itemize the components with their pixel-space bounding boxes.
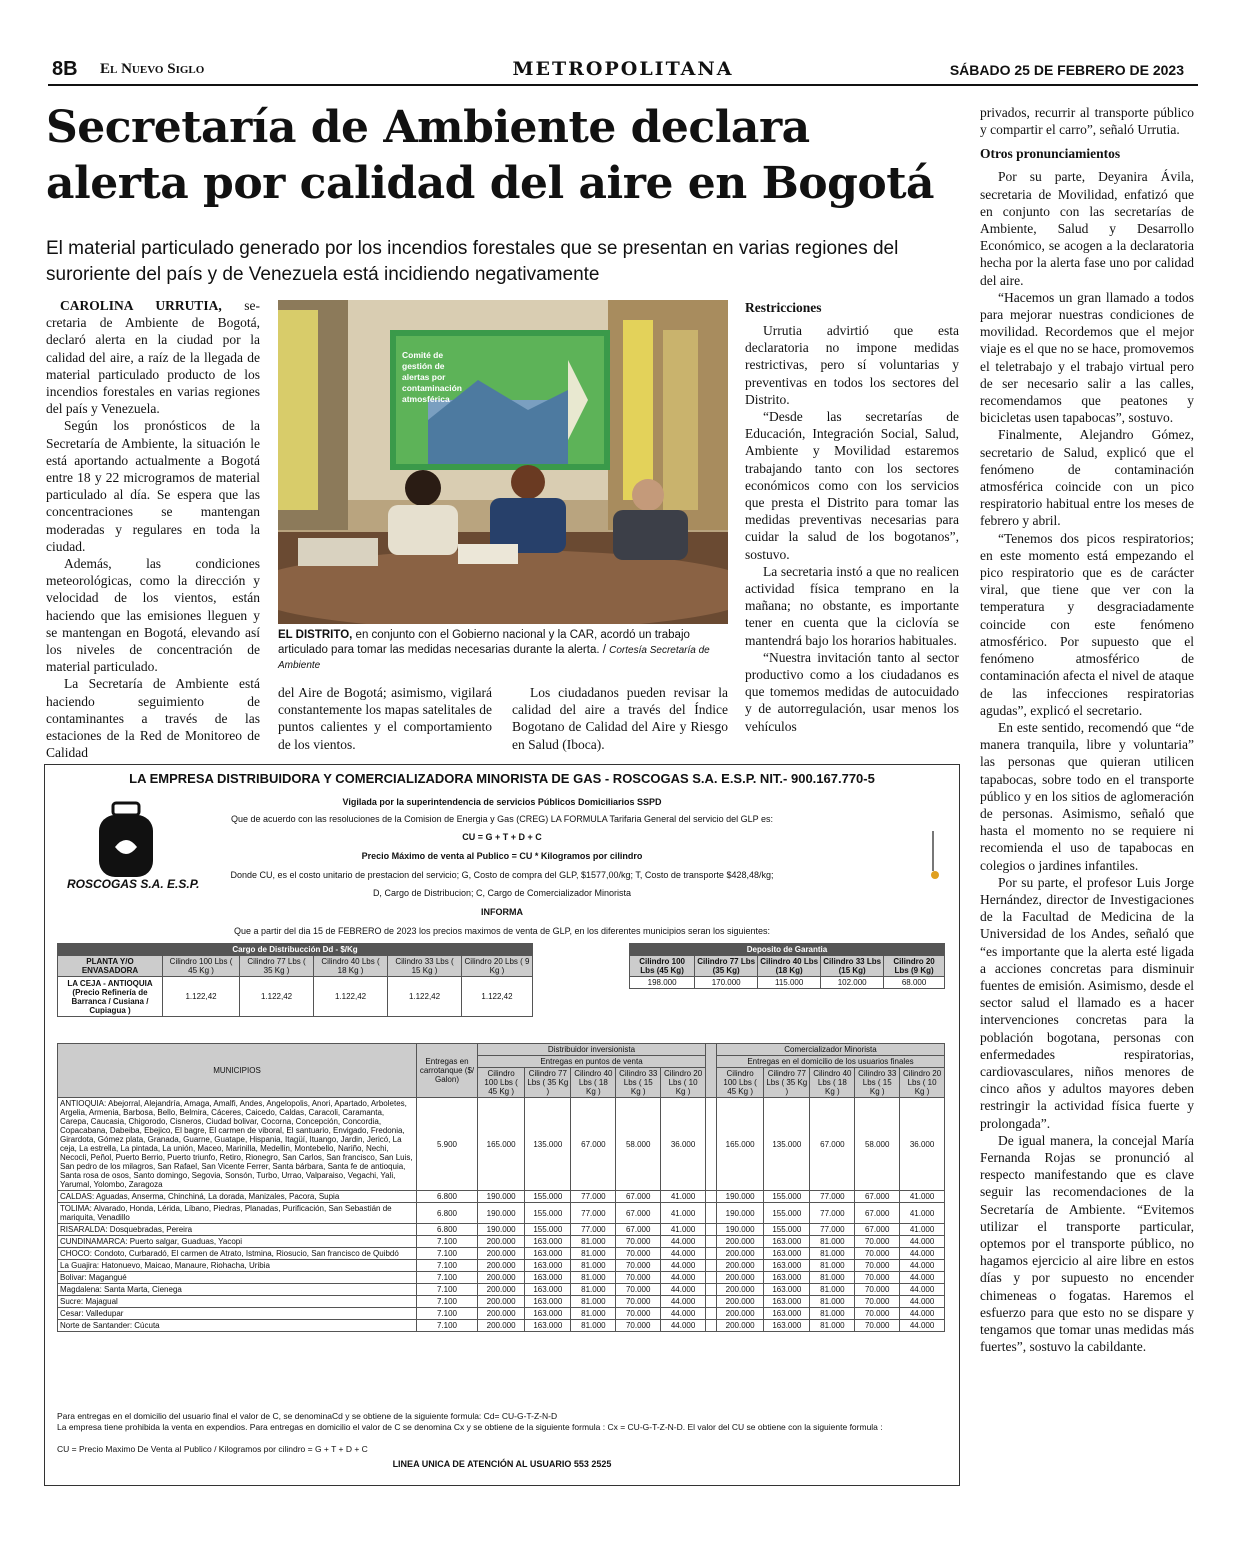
column-gap [705,1236,716,1248]
price-cell: 200.000 [478,1320,525,1332]
paragraph: privados, recurrir al transporte público y compartir el carro”, señaló Urrutia. [980,105,1194,138]
paragraph: La Secretaría de Ambiente está haciendo seguimiento de contaminantes a través de las estaciones de la Red de Monitoreo de Calidad [46,676,260,761]
price-row [58,1236,945,1248]
meeting-photo [278,300,728,624]
paragraph: “Hacemos un gran llamado a todos para mejorar nuestras condiciones de movilidad. Recordemos que el mejor viaje es el que no se hace, promovemos el teletrabajo y el trabajo virtual pero de ser necesario salir a las calles, recomendamos que peatones y bicicletas usen tapabocas”, sostuvo. [980,289,1194,426]
paragraph: Por su parte, Deyanira Ávila, secretaria de Movilidad, enfatizó que en conjunto con las secretarías de Ambiente, Salud y Desarrollo Económico, se acogen a la declaratoria hecha por la alerta fase uno por calidad del aire. [980,169,1194,288]
price-cell: 200.000 [478,1236,525,1248]
price-cell: 70.000 [855,1248,900,1260]
price-cell: 135.000 [525,1098,571,1191]
ad-line: Que a partir del dia 15 de FEBRERO de 2023 los precios maximos de venta de GLP, en los diferentes municipios seran los siguientes: [233,926,771,936]
price-cell: 163.000 [525,1248,571,1260]
paragraph: Por su parte, el profesor Luis Jorge Hernández, director de Investigaciones de la Facultad de Medicina de la Universidad de los Andes, señaló que “es importante que la alerta esté ligada a acciones concretas para disminuir fuentes de emisión. Asimismo, desde el sector salud el llamado es a hacer intervenciones concretas para la población bogotana, personas con enfermedades respiratorias, cardiovasculares, niños menores de cinco años y adultos mayores deben restringir la actividad física fuerte y prolongada”. [980,874,1194,1131]
supervision-logo-icon [929,831,941,881]
price-cell: 81.000 [571,1284,616,1296]
price-cell: 44.000 [900,1272,945,1284]
price-cell: 81.000 [810,1236,855,1248]
column-gap [705,1320,716,1332]
paragraph: De igual manera, la concejal María Fernanda Rojas se pronunció al respecto manifestando que es clave seguir las recomendaciones de la Secretaría de Ambiente. “Evitemos utilizar el transporte particular, optemos por el transporte público, no hagamos ejercicio al aire libre en estos días y por supuesto no encender chimeneas o fogatas. Haremos el esfuerzo para que esto no se dispare y tengamos que tomar unas medidas más fuertes”, sostuvo la cabildante. [980,1132,1194,1355]
cylinder-header: Cilindro 20 Lbs ( 10 Kg ) [900,1068,945,1098]
price-cell: 44.000 [661,1320,706,1332]
newspaper-name: El Nuevo Siglo [100,61,205,77]
price-cell: 190.000 [716,1203,763,1224]
article-column-3 [512,684,728,753]
price-cell: 163.000 [764,1308,810,1320]
section-name: METROPOLITANA [512,58,734,80]
price-cell: 77.000 [571,1191,616,1203]
price-cell: 70.000 [855,1296,900,1308]
price-cell: 6.800 [417,1224,478,1236]
price-cell: 67.000 [571,1098,616,1191]
price-cell: 155.000 [525,1191,571,1203]
price-cell: 70.000 [616,1296,661,1308]
article-column-5 [980,104,1194,1355]
municipalities-cell: Norte de Santander: Cúcuta [58,1320,417,1332]
price-cell: 67.000 [855,1224,900,1236]
header-rule [48,84,1198,86]
price-cell: 200.000 [716,1320,763,1332]
roscogas-advertisement [44,764,960,1486]
price-cell: 6.800 [417,1191,478,1203]
price-cell: 190.000 [716,1191,763,1203]
price-cell: 70.000 [855,1236,900,1248]
column-gap [705,1098,716,1191]
column-gap [705,1260,716,1272]
price-cell: 163.000 [525,1236,571,1248]
price-cell: 163.000 [525,1284,571,1296]
column-gap [705,1191,716,1203]
column-gap [705,1272,716,1284]
price-row [58,1296,945,1308]
column-gap [705,1203,716,1224]
price-cell: 70.000 [855,1320,900,1332]
price-cell: 77.000 [571,1203,616,1224]
article-photo [278,300,728,624]
price-cell: 70.000 [855,1308,900,1320]
price-cell: 81.000 [810,1248,855,1260]
price-cell: 163.000 [764,1284,810,1296]
paragraph: Además, las condiciones meteorológicas, como la dirección y velocidad de los vientos, están haciendo que las emisiones lleguen y se mantengan en Bogotá, elevando así los niveles de concentración de material particulado. [46,556,260,675]
column-gap [705,1224,716,1236]
price-cell: 163.000 [525,1296,571,1308]
price-cell: 155.000 [525,1203,571,1224]
price-cell: 163.000 [525,1308,571,1320]
price-cell: 41.000 [661,1191,706,1203]
cylinder-header: Cilindro 40 Lbs ( 18 Kg ) [571,1068,616,1098]
hotline: LINEA UNICA DE ATENCIÓN AL USUARIO 553 2525 [392,1459,612,1469]
price-cell: 44.000 [900,1248,945,1260]
price-cell: 81.000 [571,1308,616,1320]
price-cell: 200.000 [716,1248,763,1260]
cylinder-header: Cilindro 77 Lbs ( 35 Kg ) [525,1068,571,1098]
article-column-4 [745,298,959,735]
caption-text: en conjunto con el Gobierno nacional y la CAR, acordó un trabajo articulado para tomar las medidas necesarias durante la alerta. / [278,629,690,656]
price-row [58,1260,945,1272]
price-cell: 200.000 [478,1296,525,1308]
price-cell: 163.000 [764,1260,810,1272]
footnote: Para entregas en el domicilio del usuario final el valor de C, se denominaCd y se obtiene de la siguiente formula: Cd= CU-G-T-Z-N-D [57,1411,558,1421]
ad-title: LA EMPRESA DISTRIBUIDORA Y COMERCIALIZADORA MINORISTA DE GAS - ROSCOGAS S.A. E.S.P. NIT.- 900.167.770-5 [129,771,875,786]
article-column-1 [46,297,260,761]
subheading-restricciones: Restricciones [745,300,822,315]
paragraph: Los ciudadanos pueden revisar la calidad del aire a través del Índice Bogotano de Calidad del Aire y Riesgo en Salud (Iboca). [512,685,728,752]
column-gap [705,1308,716,1320]
price-cell: 67.000 [616,1224,661,1236]
price-cell: 41.000 [900,1224,945,1236]
municipalities-cell: CHOCO: Condoto, Curbaradó, El carmen de Atrato, Istmina, Riosucio, San francisco de Quibdó [58,1248,417,1260]
municipalities-cell: CUNDINAMARCA: Puerto salgar, Guaduas, Yacopi [58,1236,417,1248]
price-cell: 81.000 [810,1320,855,1332]
price-row [58,1320,945,1332]
price-cell: 81.000 [571,1260,616,1272]
price-cell: 81.000 [810,1260,855,1272]
price-cell: 163.000 [764,1248,810,1260]
municipalities-cell: RISARALDA: Dosquebradas, Pereira [58,1224,417,1236]
price-cell: 44.000 [900,1308,945,1320]
price-cell: 200.000 [716,1284,763,1296]
price-cell: 70.000 [855,1284,900,1296]
price-cell: 7.100 [417,1260,478,1272]
price-cell: 163.000 [525,1260,571,1272]
price-cell: 190.000 [478,1203,525,1224]
paragraph: En este sentido, recomendó que “de manera tranquila, libre y voluntaria” las personas que quieran utilicen tapabocas, sobre todo en el transporte público y en los sitios de aglomeración de personas. Asimismo, señaló que hasta el momento no se requiere ni recomienda el uso de tapabocas en colegios o jardines infantiles. [980,719,1194,873]
paragraph: “Desde las secretarías de Educación, Integración Social, Salud, Ambiente y Movilidad estaremos trabajando tanto con los sectores económicos como con los servicios que presta el Distrito para tomar las medidas preventivas necesarias para cuidar la salud de los bogotanos”, sostuvo. [745,409,959,562]
price-cell: 81.000 [571,1296,616,1308]
guarantee-deposit-table: Deposito de Garantia Cilindro 100 Lbs (45 Kg) Cilindro 77 Lbs (35 Kg) Cilindro 40 Lbs (18 Kg) Cilindro 33 Lbs (15 Kg) Cilindro 20 Lbs (9 Kg) 198.000 170.000 115.000 102.000 68.000 [629,943,945,989]
price-cell: 70.000 [616,1320,661,1332]
price-cell: 67.000 [616,1203,661,1224]
distribution-charge-table: Cargo de Distribucción Dd - $/Kg PLANTA Y/O ENVASADORA Cilindro 100 Lbs ( 45 Kg ) Cilindro 77 Lbs ( 35 Kg ) Cilindro 40 Lbs ( 18 Kg ) Cilindro 33 Lbs ( 15 Kg ) Cilindro 20 Lbs ( 9 Kg ) LA CEJA - ANTIOQUIA (Precio Refinería de Barranca / Cusiana / Cupiagua ) 1.122,42 1.122,42 1.122,42 1.122,42 1.122,42 [57,943,533,1017]
column-gap [705,1248,716,1260]
price-cell: 44.000 [661,1308,706,1320]
roscogas-logo-text: ROSCOGAS S.A. E.S.P. [67,877,200,891]
price-cell: 81.000 [571,1236,616,1248]
price-cell: 70.000 [616,1248,661,1260]
price-cell: 81.000 [810,1284,855,1296]
price-cell: 58.000 [855,1098,900,1191]
price-cell: 200.000 [716,1308,763,1320]
price-cell: 155.000 [764,1191,810,1203]
price-cell: 163.000 [525,1320,571,1332]
lead-paragraph: CAROLINA URRUTIA, se-cretaria de Ambiente de Bogotá, declaró alerta en la ciudad por la calidad del aire, a raíz de la llegada de material particulado producto de los incendios forestales en varias regiones del país y Venezuela. [46,298,261,417]
paragraph: Finalmente, Alejandro Gómez, secretario de Salud, explicó que el fenómeno de contaminación atmosférica coincide con un pico respiratorio habitual entre los meses de febrero y abril. [980,427,1194,529]
price-cell: 70.000 [855,1272,900,1284]
price-cell: 41.000 [661,1203,706,1224]
price-cell: 163.000 [764,1296,810,1308]
gas-cylinder-icon [91,801,161,881]
price-cell: 77.000 [810,1191,855,1203]
price-cell: 44.000 [900,1320,945,1332]
price-cell: 163.000 [764,1236,810,1248]
municipalities-cell: Sucre: Majagual [58,1296,417,1308]
price-cell: 7.100 [417,1272,478,1284]
price-cell: 44.000 [661,1272,706,1284]
price-cell: 67.000 [616,1191,661,1203]
municipalities-cell: TOLIMA: Alvarado, Honda, Lérida, Líbano, Piedras, Planadas, Purificación, San Sebastián de mariquita, Venadillo [58,1203,417,1224]
price-cell: 58.000 [616,1098,661,1191]
page-header [48,58,1198,84]
issue-date: SÁBADO 25 DE FEBRERO DE 2023 [949,62,1184,78]
ad-line: Que de acuerdo con las resoluciones de la Comision de Energia y Gas (CREG) LA FORMULA Tarifaria General del servicio del GLP es: [231,814,773,824]
cylinder-header: Cilindro 33 Lbs ( 15 Kg ) [616,1068,661,1098]
column-gap [705,1284,716,1296]
price-cell: 44.000 [661,1248,706,1260]
ad-line: INFORMA [481,907,523,917]
price-cell: 44.000 [900,1236,945,1248]
price-cell: 81.000 [810,1272,855,1284]
price-cell: 77.000 [810,1203,855,1224]
footnote: La empresa tiene prohibida la venta en expendios. Para entregas en domicilio el valor de C se denomina Cx y se obtiene de la siguiente formula : Cx = CU-G-T-Z-N-D. El valor del CU se obtiene con la siguiente formula : [57,1422,883,1432]
municipalities-cell: Magdalena: Santa Marta, Cienega [58,1284,417,1296]
municipalities-cell: La Guajira: Hatonuevo, Maicao, Manaure, Riohacha, Uribia [58,1260,417,1272]
price-cell: 190.000 [716,1224,763,1236]
price-cell: 77.000 [571,1224,616,1236]
price-cell: 165.000 [716,1098,763,1191]
price-cell: 7.100 [417,1296,478,1308]
price-cell: 44.000 [661,1296,706,1308]
price-cell: 7.100 [417,1308,478,1320]
author-name: CAROLINA URRUTIA, [60,298,222,313]
paragraph: La secretaria instó a que no realicen actividad física temprano en la mañana; no obstante, es importante tener en cuenta que la ciclovía se mantendrá bajo los horarios habituales. [745,563,959,648]
price-cell: 44.000 [661,1284,706,1296]
price-cell: 81.000 [571,1320,616,1332]
price-cell: 7.100 [417,1248,478,1260]
municipalities-cell: Cesar: Valledupar [58,1308,417,1320]
price-cell: 41.000 [900,1191,945,1203]
price-cell: 200.000 [478,1260,525,1272]
price-cell: 70.000 [855,1260,900,1272]
price-cell: 44.000 [661,1236,706,1248]
price-row [58,1098,945,1191]
municipalities-cell: CALDAS: Aguadas, Anserma, Chinchiná, La dorada, Manizales, Pacora, Supia [58,1191,417,1203]
ad-line: D, Cargo de Distribucion; C, Cargo de Comercializador Minorista [372,888,632,898]
price-cell: 41.000 [661,1224,706,1236]
screen-text: Comité de gestión de alertas por contaminación atmosférica [402,350,462,404]
ad-line: Vigilada por la superintendencia de servicios Públicos Domiciliarios SSPD [342,797,662,807]
price-cell: 7.100 [417,1236,478,1248]
subheading-otros: Otros pronunciamientos [980,146,1121,162]
price-cell: 81.000 [571,1272,616,1284]
cylinder-header: Cilindro 100 Lbs ( 45 Kg ) [478,1068,525,1098]
ad-formula: CU = G + T + D + C [462,832,542,842]
price-cell: 67.000 [810,1098,855,1191]
price-cell: 67.000 [855,1191,900,1203]
price-cell: 200.000 [716,1236,763,1248]
price-row [58,1224,945,1236]
price-row [58,1248,945,1260]
paragraph: “Nuestra invitación tanto al sector productivo como a los ciudadanos es que tomemos medidas de autocuidado y de autorregulación, usar menos los vehículos [745,649,959,734]
price-cell: 163.000 [764,1320,810,1332]
cylinder-header: Cilindro 77 Lbs ( 35 Kg ) [764,1068,810,1098]
price-cell: 155.000 [764,1224,810,1236]
price-cell: 70.000 [616,1272,661,1284]
price-cell: 44.000 [661,1260,706,1272]
paragraph: Según los pronósticos de la Secretaría de Ambiente, la situación le está aportando actualmente a Bogotá entre 18 y 22 microgramos de material particulado al día. Se espera que las concentraciones se mantengan moderadas y regulares en toda la ciudad. [46,418,260,554]
price-row [58,1203,945,1224]
price-row [58,1191,945,1203]
footnote: CU = Precio Maximo De Venta al Publico / Kilogramos por cilindro = G + T + D + C [57,1444,368,1454]
article-subtitle: El material particulado generado por los incendios forestales que se presentan en varias regiones del suroriente del país y de Venezuela está incidiendo negativamente [46,238,899,285]
price-cell: 165.000 [478,1098,525,1191]
price-cell: 44.000 [900,1260,945,1272]
price-cell: 163.000 [525,1272,571,1284]
price-cell: 190.000 [478,1191,525,1203]
price-cell: 200.000 [716,1260,763,1272]
price-cell: 7.100 [417,1284,478,1296]
price-cell: 44.000 [900,1284,945,1296]
price-cell: 155.000 [764,1203,810,1224]
price-cell: 70.000 [616,1260,661,1272]
price-row [58,1272,945,1284]
price-cell: 190.000 [478,1224,525,1236]
price-row [58,1284,945,1296]
price-cell: 77.000 [810,1224,855,1236]
price-cell: 36.000 [661,1098,706,1191]
paragraph: Urrutia advirtió que esta declaratoria no impone medidas restrictivas, pero sí voluntarias y preventivas en todos los sectores del Distrito. [745,323,959,407]
price-cell: 6.800 [417,1203,478,1224]
price-cell: 70.000 [616,1236,661,1248]
price-cell: 163.000 [764,1272,810,1284]
price-cell: 5.900 [417,1098,478,1191]
page-number: 8B [52,58,78,80]
price-cell: 200.000 [478,1308,525,1320]
price-cell: 70.000 [616,1284,661,1296]
price-cell: 200.000 [716,1272,763,1284]
cylinder-header: Cilindro 20 Lbs ( 10 Kg ) [661,1068,706,1098]
cylinder-header: Cilindro 40 Lbs ( 18 Kg ) [810,1068,855,1098]
price-cell: 41.000 [900,1203,945,1224]
paragraph: “Tenemos dos picos respiratorios; en este momento está empezando el pico respiratorio que es de carácter viral, que tiene que ver con la temperatura y desgraciadamente coincide con este fenómeno atmosférico. Por supuesto que el fenómeno atmosférico de contaminación afecta el nivel de ataque de las infecciones respiratorias agudas”, explicó el secretario. [980,530,1194,718]
ad-line: Donde CU, es el costo unitario de prestacion del servicio; G, Costo de compra del GLP, $1577,00/kg; T, Costo de transporte $428,48/kg; [230,870,774,880]
price-cell: 81.000 [810,1296,855,1308]
price-cell: 67.000 [855,1203,900,1224]
paragraph: del Aire de Bogotá; asimismo, vigilará constantemente los mapas satelitales de puntos calientes y el comportamiento de los vientos. [278,685,492,752]
price-cell: 200.000 [478,1248,525,1260]
price-cell: 200.000 [478,1272,525,1284]
photo-credit: Cortesía Secretaría de Ambiente [278,645,710,671]
cylinder-header: Cilindro 33 Lbs ( 15 Kg ) [855,1068,900,1098]
column-gap [705,1296,716,1308]
article-column-2 [278,684,492,753]
price-cell: 44.000 [900,1296,945,1308]
municipal-prices-table: MUNICIPIOS Entregas en carrotanque ($/ Galon) Distribuidor inversionista Comercializador Minorista Entregas en puntos de venta Entregas en el domicilio de los usuarios finales Cilindro 100 Lbs ( 45 Kg ) Cilindro 77 Lbs ( 35 Kg ) Cilindro 40 Lbs ( 18 Kg ) Cilindro 33 Lbs ( 15 Kg ) Cilindro 20 Lbs ( 10 Kg ) Cilindro 100 Lbs ( 45 Kg ) Cilindro 77 Lbs ( 35 Kg ) Cilindro 40 Lbs ( 18 Kg ) Cilindro 33 Lbs ( 15 Kg ) Cilindro 20 Lbs ( 10 Kg ) ANTIOQUIA: Abejorral, Alejandría, Amaga, Amalfi, Andes, Angelopolis, Anori, Apartado, Arboletes, Argelia, Armenia, Barbosa, Bello, Belmira, Cáceres, Caicedo, Caldas, Caracoli, Caramanta, Carepa, Caucasia, Chigorodo, Cisneros, Ciudad bolivar, Cocorna, Concepción, Concordia, Copacabana, Dabeiba, Ebejico, El bagre, El carmen de viboral, El santuario, Envigado, Fredonia, Girardota, Gómez plata, Granada, Guarne, Guatape, Hispania, Itagüí, Ituango, Jardin, Jericó, La ceja, La estrella, La pintada, La unión, Maceo, Marinilla, Medellin, Montebello, Nariño, Nechi, Necocli, Peñol, Puerto Berrio, Puerto triunfo, Retiro, Rionegro, San Carlos, San francisco, San Luis, San pedro de los milagros, San Rafael, San Vicente Ferrer, Santa bárbara, Santa fe de antioquia, Santa rosa de osos, Santo domingo, Segovia, Sonsón, Turbo, Urrao, Valparaiso, Vegachi, Yali, Yarumal, Yolombo, Zaragoza 5.900 165.000 135.000 67.000 58.000 36.000 165.000 135.000 67.000 58.000 36.000 CALDAS: Aguadas, Anserma, Chinchiná, La dorada, Manizales, Pacora, Supia 6.800 190.000 155.000 77.000 67.000 41.000 190.000 155.000 77.000 67.000 41.000 TOLIMA: Alvarado, Honda, Lérida, Líbano, Piedras, Planadas, Purificación, San Sebastián de mariquita, Venadillo 6.800 190.000 155.000 77.000 67.000 41.000 190.000 155.000 77.000 67.000 41.000 RISARALDA: Dosquebradas, Pereira 6.800 190.000 155.000 77.000 67.000 41.000 190.000 155.000 77.000 67.000 41.000 CUNDINAMARCA: Puerto salgar, Guaduas, Yacopi 7.100 200.000 163.000 81.000 70.000 44.000 200.000 163.000 81.000 70.000 44.000 CHOCO: Condoto, Curbaradó, El carmen de Atrato, Istmina, Riosucio, San francisco de Quibdó 7.100 200.000 163.000 81.000 70.000 44.000 200.000 163.000 81.000 70.000 44.000 La Guajira: Hatonuevo, Maicao, Manaure, Riohacha, Uribia 7.100 200.000 163.000 81.000 70.000 44.000 200.000 163.000 81.000 70.000 44.000 Bolivar: Magangué 7.100 200.000 163.000 81.000 70.000 44.000 200.000 163.000 81.000 70.000 44.000 Magdalena: Santa Marta, Cienega 7.100 200.000 163.000 81.000 70.000 44.000 200.000 163.000 81.000 70.000 44.000 Sucre: Majagual 7.100 200.000 163.000 81.000 70.000 44.000 200.000 163.000 81.000 70.000 44.000 Cesar: Valledupar 7.100 200.000 163.000 81.000 70.000 44.000 200.000 163.000 81.000 70.000 44.000 Norte de Santander: Cúcuta 7.100 200.000 163.000 81.000 70.000 44.000 200.000 163.000 81.000 70.000 44.000 [57,1043,945,1332]
price-cell: 81.000 [810,1308,855,1320]
price-cell: 36.000 [900,1098,945,1191]
price-cell: 135.000 [764,1098,810,1191]
price-cell: 200.000 [478,1284,525,1296]
price-cell: 7.100 [417,1320,478,1332]
municipalities-cell: ANTIOQUIA: Abejorral, Alejandría, Amaga, Amalfi, Andes, Angelopolis, Anori, Apartado, Arboletes, Argelia, Armenia, Barbosa, Bello, Belmira, Cáceres, Caicedo, Caldas, Caracoli, Caramanta, Carepa, Caucasia, Chigorodo, Cisneros, Ciudad bolivar, Cocorna, Concepción, Concordia, Copacabana, Dabeiba, Ebejico, El bagre, El carmen de viboral, El santuario, Envigado, Fredonia, Girardota, Gómez plata, Granada, Guarne, Guatape, Hispania, Itagüí, Ituango, Jardin, Jericó, La ceja, La estrella, La pintada, La unión, Maceo, Marinilla, Medellin, Montebello, Nariño, Nechi, Necocli, Peñol, Puerto Berrio, Puerto triunfo, Retiro, Rionegro, San Carlos, San francisco, San Luis, San pedro de los milagros, San Rafael, San Vicente Ferrer, Santa bárbara, Santa fe de antioquia, Santa rosa de osos, Santo domingo, Segovia, Sonsón, Turbo, Urrao, Valparaiso, Vegachi, Yali, Yarumal, Yolombo, Zaragoza [58,1098,417,1191]
price-row [58,1308,945,1320]
price-cell: 70.000 [616,1308,661,1320]
ad-line: Precio Máximo de venta al Publico = CU * Kilogramos por cilindro [361,851,643,861]
cylinder-header: Cilindro 100 Lbs ( 45 Kg ) [716,1068,763,1098]
price-cell: 200.000 [716,1296,763,1308]
photo-caption [278,628,728,673]
caption-lead: EL DISTRITO, [278,629,353,641]
price-cell: 81.000 [571,1248,616,1260]
municipalities-cell: Bolivar: Magangué [58,1272,417,1284]
article-title: Secretaría de Ambiente declara alerta por calidad del aire en Bogotá [46,102,935,209]
price-cell: 155.000 [525,1224,571,1236]
